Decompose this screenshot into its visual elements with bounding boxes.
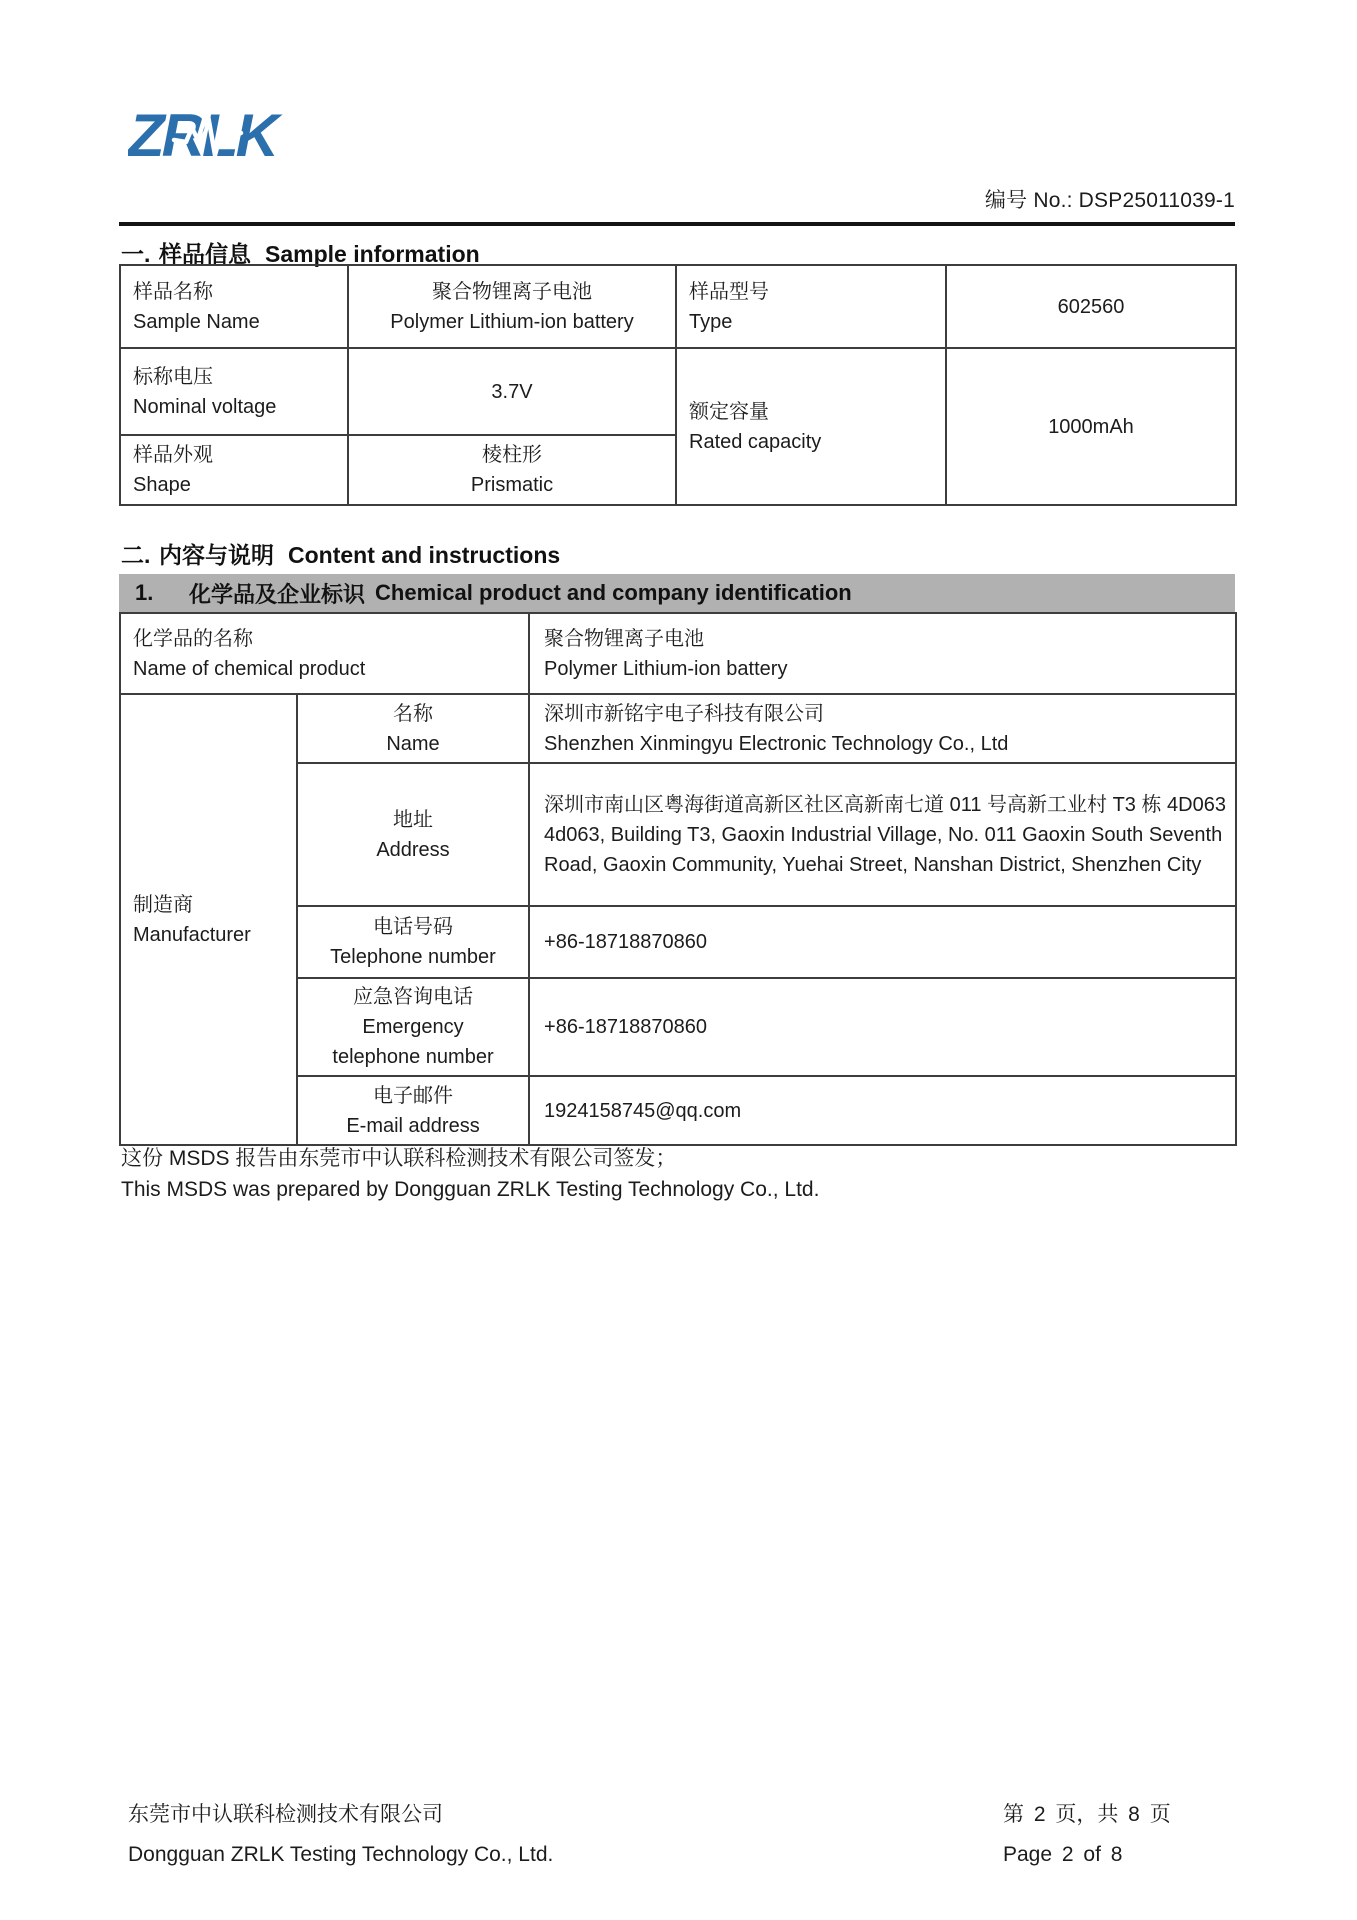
section-title-en: Sample information: [265, 241, 480, 267]
footer-company: [128, 1795, 553, 1875]
section-number: 二.: [121, 542, 151, 568]
sample-name-label: 样品名称 Sample Name: [120, 265, 348, 348]
table-row: [120, 694, 1236, 763]
manufacturer-label: 制造商 Manufacturer: [120, 694, 297, 1145]
email-value: 1924158745@qq.com: [529, 1076, 1236, 1145]
subsection-title-zh: 化学品及企业标识: [189, 581, 366, 607]
manufacturer-name-label: 名称 Name: [297, 694, 529, 763]
section-title-zh: 内容与说明: [159, 542, 274, 568]
nominal-voltage-label: 标称电压 Nominal voltage: [120, 348, 348, 435]
chemical-identification-table: [119, 612, 1237, 1146]
chemical-name-value: 聚合物锂离子电池 Polymer Lithium-ion battery: [529, 613, 1236, 694]
manufacturer-name-value: 深圳市新铭宇电子科技有限公司 Shenzhen Xinmingyu Electronic Technology Co., Ltd: [529, 694, 1236, 763]
msds-issuer-note-zh: 这份 MSDS 报告由东莞市中认联科检测技术有限公司签发；: [121, 1147, 677, 1170]
footer-company-en: Dongguan ZRLK Testing Technology Co., Ltd.: [128, 1843, 554, 1866]
rated-capacity-label: 额定容量 Rated capacity: [676, 348, 946, 505]
emergency-telephone-label: 应急咨询电话 Emergency telephone number: [297, 978, 529, 1076]
zrlk-logo-graphic: [128, 100, 298, 166]
table-row: [120, 348, 1236, 435]
type-label: 样品型号 Type: [676, 265, 946, 348]
table-row: [120, 613, 1236, 694]
section-title-zh: 样品信息: [159, 241, 251, 267]
section-title-en: Content and instructions: [288, 542, 561, 568]
footer-page-zh: 第 2 页，共 8 页: [1003, 1803, 1171, 1826]
section-number: 一.: [121, 241, 151, 267]
shape-label: 样品外观 Shape: [120, 435, 348, 505]
telephone-value: +86-18718870860: [529, 906, 1236, 978]
rated-capacity-value: 1000mAh: [946, 348, 1236, 505]
telephone-label: 电话号码 Telephone number: [297, 906, 529, 978]
subsection-bar-chemical-identification: [119, 574, 1235, 612]
zrlk-logo: [128, 100, 298, 166]
sample-info-table: [119, 264, 1237, 506]
type-value: 602560: [946, 265, 1236, 348]
subsection-title-en: Chemical product and company identification: [375, 580, 852, 605]
subsection-number: 1.: [135, 580, 154, 605]
chemical-name-label: 化学品的名称 Name of chemical product: [120, 613, 529, 694]
footer-page-number: [1003, 1795, 1171, 1875]
zrlk-logo-text: ZRLK: [128, 102, 276, 166]
section-title-content-instructions: [121, 537, 560, 570]
footer-company-zh: 东莞市中认联科检测技术有限公司: [128, 1803, 443, 1826]
footer-page-en: Page 2 of 8: [1003, 1843, 1123, 1866]
table-row: [120, 265, 1236, 348]
msds-issuer-note: [121, 1143, 1237, 1205]
report-number: 编号 No.: DSP25011039-1: [984, 189, 1235, 212]
sample-name-value: 聚合物锂离子电池 Polymer Lithium-ion battery: [348, 265, 676, 348]
address-value: 深圳市南山区粤海街道高新区社区高新南七道 011 号高新工业村 T3 栋 4D063 4d063, Building T3, Gaoxin Industrial Village, No. 011 Gaoxin South Seventh Road, Gaoxin Community, Yuehai Street, Nanshan District, Shenzhen City: [529, 763, 1236, 906]
header-rule: [119, 222, 1235, 226]
msds-issuer-note-en: This MSDS was prepared by Dongguan ZRLK Testing Technology Co., Ltd.: [121, 1178, 820, 1201]
nominal-voltage-value: 3.7V: [348, 348, 676, 435]
emergency-telephone-value: +86-18718870860: [529, 978, 1236, 1076]
email-label: 电子邮件 E-mail address: [297, 1076, 529, 1145]
shape-value: 棱柱形 Prismatic: [348, 435, 676, 505]
address-label: 地址 Address: [297, 763, 529, 906]
